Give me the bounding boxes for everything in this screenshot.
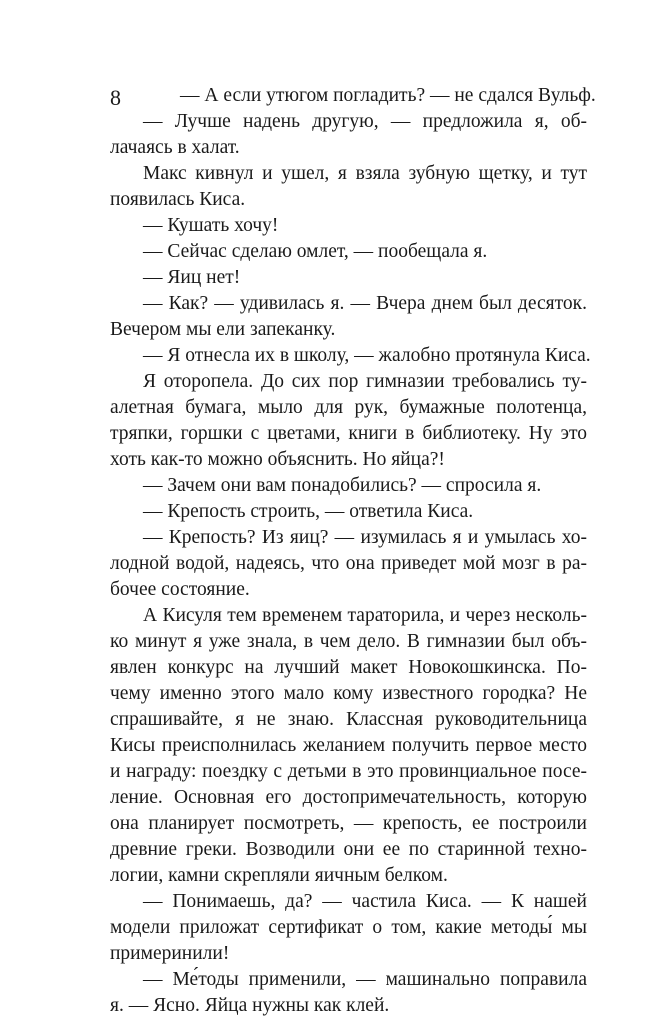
- text-line: Вечером мы ели запеканку.: [110, 319, 336, 340]
- text-line: ко минут я уже знала, в чем дело. В гимназии был объ-: [110, 631, 587, 652]
- text-line: — Лучше надень другую, — предложила я, об-: [143, 111, 587, 132]
- text-line: чему именно этого мало кому известного городка? Не: [110, 683, 587, 704]
- text-line: лодной водой, надеясь, что она приведет мой мозг в ра-: [110, 553, 587, 574]
- text-line: Кисы преисполнилась желанием получить первое место: [110, 735, 587, 756]
- text-line: — Кушать хочу!: [143, 215, 279, 236]
- text-line: лачаясь в халат.: [110, 137, 240, 158]
- text-line: ление. Основная его достопримечательность, которую: [110, 787, 587, 808]
- text-line: — Понимаешь, да? — частила Киса. — К нашей: [143, 891, 587, 912]
- text-line: — Зачем они вам понадобились? — спросила я.: [143, 475, 542, 496]
- text-line: бочее состояние.: [110, 579, 250, 600]
- text-line: А Кисуля тем временем тараторила, и через несколь-: [143, 605, 587, 626]
- text-body: [110, 83, 596, 1019]
- text-line: древние греки. Возводили они ее по старинной техно-: [110, 839, 587, 860]
- text-line: логии, камни скрепляли яичным белком.: [110, 865, 448, 886]
- text-line: алетная бумага, мыло для рук, бумажные полотенца,: [110, 397, 587, 418]
- text-line: модели приложат сертификат о том, какие методы́ мы: [110, 917, 587, 938]
- text-line: — Крепость? Из яиц? — изумилась я и умылась хо-: [143, 527, 587, 548]
- text-line: тряпки, горшки с цветами, книги в библиотеку. Ну это: [110, 423, 587, 444]
- text-line: — Сейчас сделаю омлет, — пообещала я.: [143, 241, 488, 262]
- text-line: — А если утюгом погладить? — не сдался Вульф.: [180, 85, 596, 106]
- text-line: — Как? — удивилась я. — Вчера днем был десяток.: [143, 293, 587, 314]
- text-line: — Ме́тоды применили, — машинально поправила: [143, 969, 587, 990]
- text-line: спрашивайте, я не знаю. Классная руководительница: [110, 709, 587, 730]
- text-line: хоть как-то можно объяснить. Но яйца?!: [110, 449, 445, 470]
- text-line: Макс кивнул и ушел, я взяла зубную щетку, и тут: [143, 163, 587, 184]
- page-number: 8: [110, 85, 121, 110]
- text-line: и награду: поездку с детьми в это провинциальное посе-: [110, 761, 587, 782]
- text-line: — Крепость строить, — ответила Киса.: [143, 501, 474, 522]
- text-line: явлен конкурс на лучший макет Новокошкинска. По-: [110, 657, 587, 678]
- text-line: она планирует посмотреть, — крепость, ее построили: [110, 813, 587, 834]
- text-line: появилась Киса.: [110, 189, 246, 210]
- text-line: я. — Ясно. Яйца нужны как клей.: [110, 995, 390, 1016]
- text-line: — Я отнесла их в школу, — жалобно протянула Киса.: [143, 345, 591, 366]
- text-line: примеринили!: [110, 943, 230, 964]
- text-line: Я оторопела. До сих пор гимназии требовались ту-: [143, 371, 587, 392]
- text-line: — Яиц нет!: [143, 267, 241, 288]
